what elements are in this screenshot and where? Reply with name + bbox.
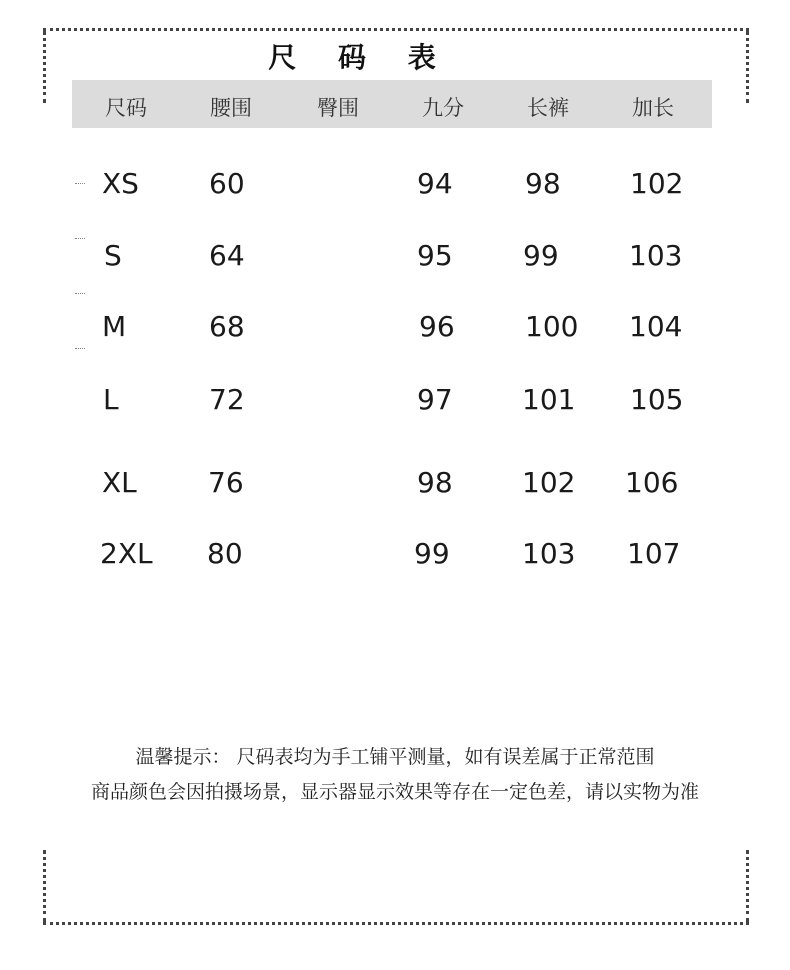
header-extra-long: 加长: [632, 96, 674, 120]
waist-cell: 60: [209, 167, 245, 200]
extra-long-cell: 102: [630, 167, 684, 200]
ninth-length-cell: 98: [417, 466, 453, 499]
size-cell: L: [103, 383, 119, 416]
header-waist: 腰围: [210, 96, 252, 120]
waist-cell: 72: [209, 383, 245, 416]
ninth-length-cell: 95: [417, 239, 453, 272]
waist-cell: 76: [208, 466, 244, 499]
ninth-length-cell: 94: [417, 167, 453, 200]
header-size: 尺码: [105, 96, 147, 120]
ninth-length-cell: 97: [417, 383, 453, 416]
extra-long-cell: 105: [630, 383, 684, 416]
table-row: [0, 383, 790, 423]
waist-cell: 68: [209, 310, 245, 343]
table-row: [0, 466, 790, 506]
size-cell: S: [104, 239, 122, 272]
full-length-cell: 99: [523, 239, 559, 272]
size-cell: XS: [102, 167, 139, 200]
size-cell: 2XL: [100, 537, 153, 570]
table-row: [0, 310, 790, 350]
table-row: [0, 239, 790, 279]
table-row: [0, 537, 790, 577]
waist-cell: 80: [207, 537, 243, 570]
header-full-length: 长裤: [527, 96, 569, 120]
dotted-tick: [75, 293, 85, 294]
size-chart-title: 尺 码 表: [268, 41, 452, 74]
header-hip: 臀围: [317, 96, 359, 120]
full-length-cell: 101: [522, 383, 576, 416]
dotted-frame-bottom: [43, 850, 749, 925]
table-row: [0, 167, 790, 207]
full-length-cell: 100: [525, 310, 579, 343]
header-ninth-length: 九分: [422, 96, 464, 120]
extra-long-cell: 106: [625, 466, 679, 499]
full-length-cell: 103: [522, 537, 576, 570]
extra-long-cell: 103: [629, 239, 683, 272]
waist-cell: 64: [209, 239, 245, 272]
note-line-1: 温馨提示： 尺码表均为手工铺平测量，如有误差属于正常范围: [135, 746, 655, 768]
note-line-2: 商品颜色会因拍摄场景，显示器显示效果等存在一定色差，请以实物为准: [90, 781, 699, 803]
full-length-cell: 102: [522, 466, 576, 499]
extra-long-cell: 104: [629, 310, 683, 343]
table-header: [72, 80, 712, 128]
ninth-length-cell: 99: [414, 537, 450, 570]
size-cell: M: [102, 310, 127, 343]
extra-long-cell: 107: [627, 537, 681, 570]
full-length-cell: 98: [525, 167, 561, 200]
ninth-length-cell: 96: [419, 310, 455, 343]
size-cell: XL: [102, 466, 137, 499]
